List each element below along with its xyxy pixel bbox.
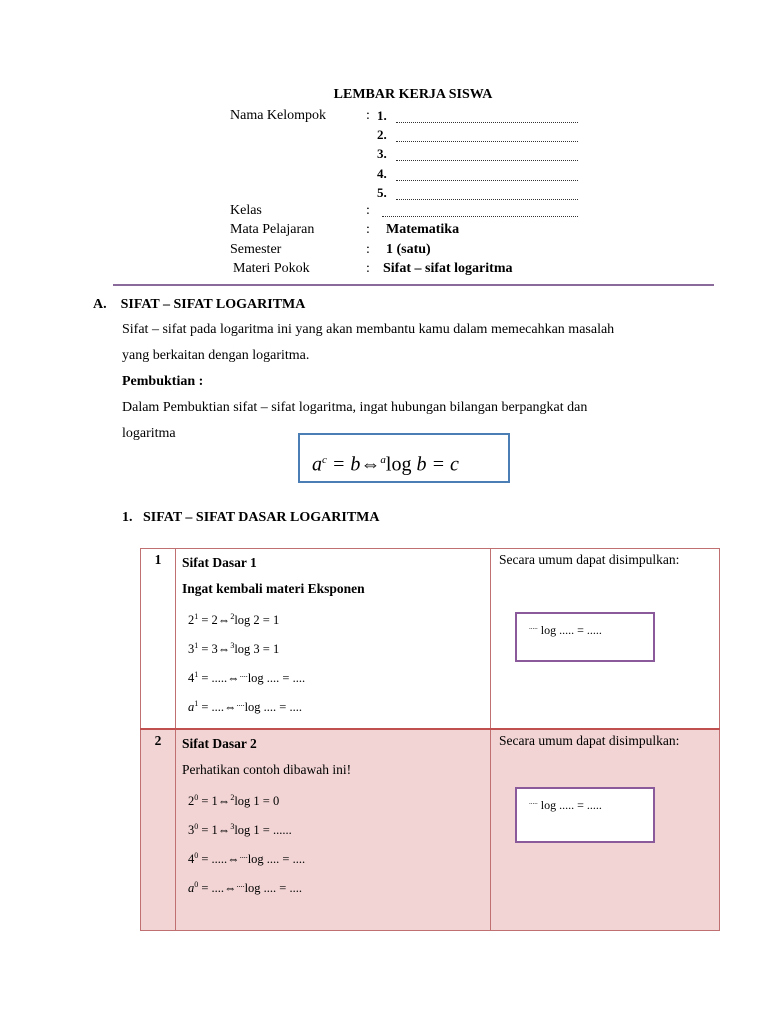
member-field-3[interactable]: [396, 160, 578, 161]
member-number-4: 4.: [377, 166, 387, 181]
proof-line-1: Dalam Pembuktian sifat – sifat logaritma, ingat hubungan bilangan berpangkat dan: [122, 400, 588, 415]
topic-label: Materi Pokok: [233, 261, 310, 276]
colon: :: [366, 242, 370, 257]
colon: :: [366, 203, 370, 218]
member-field-2[interactable]: [396, 141, 578, 142]
member-field-4[interactable]: [396, 180, 578, 181]
row-content: [176, 549, 491, 729]
semester-value: 1 (satu): [386, 242, 431, 257]
member-number-5: 5.: [377, 185, 387, 200]
topic-value: Sifat – sifat logaritma: [383, 261, 513, 276]
colon: :: [366, 261, 370, 276]
formula-eq: = b: [326, 453, 361, 476]
proof-label: Pembuktian :: [122, 374, 204, 389]
table-row: [141, 549, 720, 729]
row-subtitle: Perhatikan contoh dibawah ini!: [182, 761, 352, 777]
iff-arrow-icon: ⇔: [360, 453, 381, 476]
row-number: 1: [141, 549, 176, 729]
conclusion-label: Secara umum dapat disimpulkan:: [499, 732, 680, 748]
conclusion-cell: [491, 549, 720, 729]
equation-line[interactable]: $a^1$ = ....⇔....log .... = ....: [188, 699, 302, 715]
colon: :: [366, 108, 370, 123]
row-content: [176, 729, 491, 931]
equation-line: $2^1$ = 2⇔$^2$log 2 = 1: [188, 612, 280, 628]
formula-box: [298, 433, 510, 483]
properties-table: [140, 548, 720, 931]
member-field-1[interactable]: [396, 122, 578, 123]
row-title: Sifat Dasar 1: [182, 555, 257, 570]
formula-rhs: b = c: [411, 453, 459, 476]
kelas-field[interactable]: [382, 216, 578, 217]
conclusion-cell: [491, 729, 720, 931]
member-number-3: 3.: [377, 146, 387, 161]
kelas-label: Kelas: [230, 203, 262, 218]
formula-log-base: a: [380, 454, 386, 466]
member-number-2: 2.: [377, 127, 387, 142]
intro-line-2: yang berkaitan dengan logaritma.: [122, 348, 310, 363]
formula-log: log: [385, 453, 412, 476]
member-field-5[interactable]: [396, 199, 578, 200]
member-number-1: 1.: [377, 108, 387, 123]
row-subtitle: Ingat kembali materi Eksponen: [182, 581, 365, 596]
equation-line[interactable]: $4^1$ = .....⇔....log .... = ....: [188, 670, 306, 686]
intro-paragraph: [122, 317, 702, 447]
proof-line-2: logaritma: [122, 426, 176, 441]
formula-base: a: [312, 453, 322, 476]
table-row: [141, 729, 720, 931]
semester-label: Semester: [230, 242, 282, 257]
answer-box[interactable]: ..... log ..... = .....: [515, 612, 655, 662]
header-divider: [113, 284, 714, 286]
row-title: Sifat Dasar 2: [182, 735, 257, 751]
conclusion-label: Secara umum dapat disimpulkan:: [499, 552, 680, 567]
intro-line-1: Sifat – sifat pada logaritma ini yang akan membantu kamu dalam memecahkan masalah: [122, 322, 615, 337]
subject-value: Matematika: [386, 222, 460, 237]
equation-line[interactable]: $3^0$ = 1⇔$^3$log 1 = ......: [188, 821, 292, 837]
answer-box[interactable]: ..... log ..... = .....: [515, 787, 655, 843]
subsection-1-heading: 1. SIFAT – SIFAT DASAR LOGARITMA: [122, 510, 380, 525]
equation-line: $3^1$ = 3⇔$^3$log 3 = 1: [188, 641, 280, 657]
subject-label: Mata Pelajaran: [230, 222, 315, 237]
colon: :: [366, 222, 370, 237]
page-title: LEMBAR KERJA SISWA: [333, 87, 493, 102]
row-number: 2: [141, 729, 176, 931]
section-a-heading: A. SIFAT – SIFAT LOGARITMA: [93, 297, 306, 312]
formula-exponent: c: [322, 454, 327, 466]
group-label: Nama Kelompok: [230, 108, 327, 123]
equation-line: $2^0$ = 1⇔$^2$log 1 = 0: [188, 792, 280, 808]
equation-line[interactable]: $4^0$ = .....⇔....log .... = ....: [188, 850, 306, 866]
equation-line[interactable]: $a^0$ = ....⇔....log .... = ....: [188, 879, 302, 896]
